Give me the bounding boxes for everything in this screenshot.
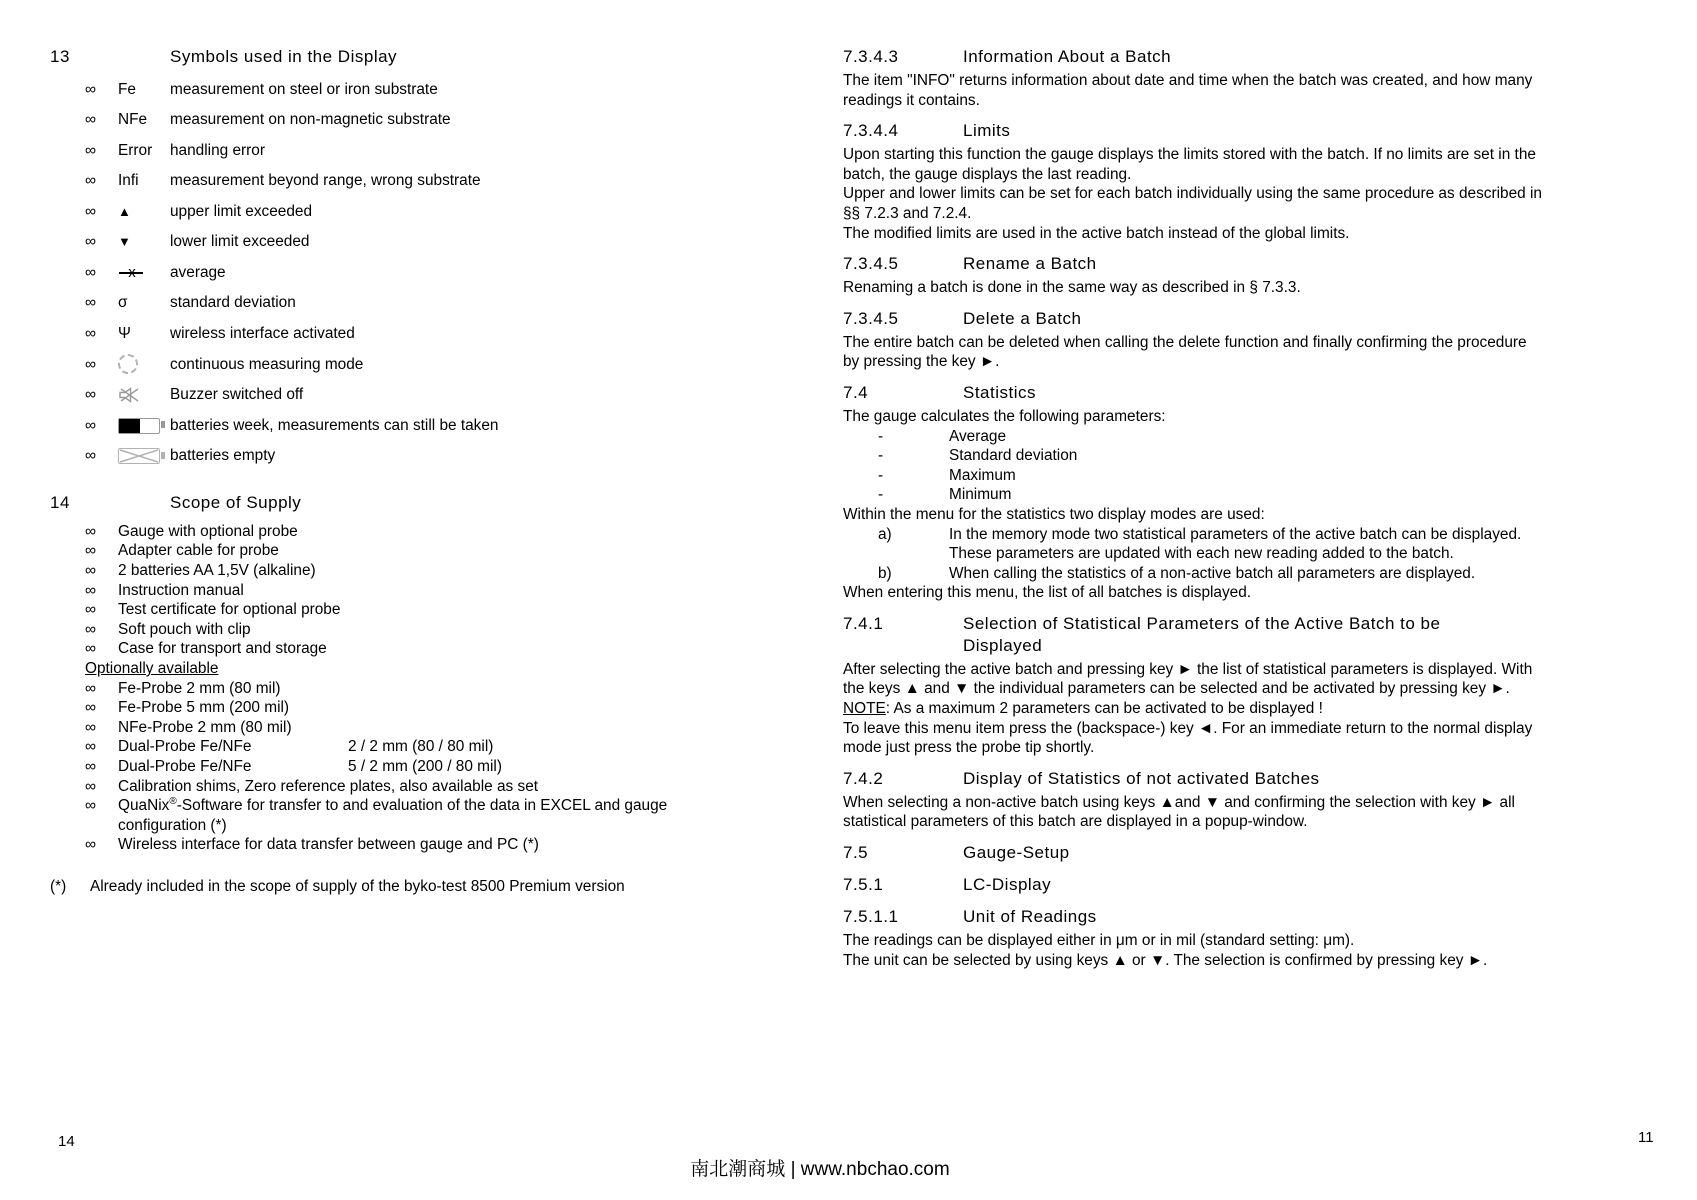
battery-empty-icon (118, 448, 160, 464)
infinity-bullet: ∞ (85, 141, 96, 159)
symbol-desc: wireless interface activated (170, 324, 355, 342)
optional-available-label: Optionally available (85, 659, 219, 677)
supply-list (50, 522, 798, 855)
list-item: ∞ Test certificate for optional probe (85, 601, 341, 619)
section-number: 7.3.4.3 (843, 47, 899, 66)
section-title: Delete a Batch (963, 308, 1082, 328)
infinity-bullet: ∞ (85, 233, 96, 251)
infinity-bullet: ∞ (85, 172, 96, 190)
stat-param-row: - Average (878, 427, 1007, 445)
probe-name: Dual-Probe Fe/NFe (118, 757, 252, 775)
symbol-desc: measurement beyond range, wrong substrate (170, 172, 481, 190)
mode-a-row: a) In the memory mode two statistical parameters of the active batch can be displayed. These parameters are updated with each new reading added to the batch. (878, 525, 1522, 563)
list-item: ∞ QuaNix®-Software for transfer to and evaluation of the data in EXCEL and gauge configuration (*) (85, 796, 668, 834)
paragraph: The unit can be selected by using keys ▲ or ▼. The selection is confirmed by pressing key ►. (843, 951, 1488, 969)
section-heading-7345-rename (843, 253, 1543, 275)
section-title: Rename a Batch (963, 254, 1097, 274)
symbol-row (50, 324, 798, 344)
section-number: 7.3.4.4 (843, 121, 899, 141)
symbol-glyph: Infi (118, 172, 139, 190)
symbol-glyph: Fe (118, 81, 136, 98)
continuous-mode-icon (118, 354, 138, 374)
mode-b-row: b) When calling the statistics of a non-active batch all parameters are displayed. (878, 564, 1476, 582)
infinity-bullet: ∞ (85, 620, 96, 638)
infinity-bullet: ∞ (85, 386, 96, 404)
section-heading-7344 (843, 120, 1543, 142)
symbol-desc: lower limit exceeded (170, 233, 310, 251)
section-title: Statistics (963, 382, 1037, 402)
symbol-row (50, 354, 798, 374)
paragraph: The item "INFO" returns information about date and time when the batch was created, and how many readings it contains. (843, 72, 1533, 109)
section-number: 7.4 (843, 382, 869, 402)
section-title: Selection of Statistical Parameters of the Active Batch to be Displayed (963, 613, 1441, 655)
list-label: b) (878, 564, 892, 582)
infinity-bullet: ∞ (85, 324, 96, 342)
footnote (50, 877, 798, 897)
list-item: ∞ Wireless interface for data transfer between gauge and PC (*) (85, 836, 539, 854)
section-title: Symbols used in the Display (170, 47, 398, 66)
section-heading-7343 (843, 46, 1543, 68)
infinity-bullet: ∞ (85, 836, 96, 854)
section-heading-7345-delete (843, 308, 1543, 330)
average-icon (118, 263, 146, 282)
section-number: 7.5.1.1 (843, 907, 899, 927)
symbol-desc: batteries empty (170, 447, 276, 465)
page-number-left: 14 (58, 1133, 75, 1150)
list-item (50, 757, 798, 777)
infinity-bullet: ∞ (85, 111, 96, 129)
probe-name: Dual-Probe Fe/NFe (118, 738, 252, 756)
dash-bullet: - (878, 486, 884, 504)
triangle-down-icon: ▼ (118, 234, 131, 250)
symbol-glyph: NFe (118, 111, 148, 129)
section-heading-75 (843, 842, 1543, 864)
sigma-symbol: σ (118, 294, 128, 312)
infinity-bullet: ∞ (85, 542, 96, 560)
buzzer-off-icon (118, 387, 142, 403)
infinity-bullet: ∞ (85, 640, 96, 658)
symbols-table (50, 80, 798, 466)
infinity-bullet: ∞ (85, 777, 96, 795)
section-number: 7.3.4.5 (843, 254, 899, 274)
section-heading-symbols (50, 46, 798, 68)
symbol-row (50, 446, 798, 466)
infinity-bullet: ∞ (85, 263, 96, 281)
right-page-column (843, 46, 1543, 970)
symbol-desc: upper limit exceeded (170, 202, 313, 220)
section-heading-742 (843, 768, 1543, 790)
infinity-bullet: ∞ (85, 797, 96, 815)
section-number: 7.4.2 (843, 768, 884, 788)
section-title: Gauge-Setup (963, 843, 1070, 863)
dash-bullet: - (878, 427, 884, 445)
section-title: Limits (963, 121, 1011, 141)
paragraph: Upper and lower limits can be set for each batch individually using the same procedure as described in §§ 7.2.3 and 7.2.4. (843, 185, 1542, 222)
paragraph: Renaming a batch is done in the same way as described in § 7.3.3. (843, 279, 1301, 297)
paragraph: After selecting the active batch and pressing key ► the list of statistical parameters is displayed. With the keys ▲ and ▼ the individual parameters can be selected and be activated by pressing key ►. (843, 660, 1533, 698)
list-item: ∞ Calibration shims, Zero reference plates, also available as set (85, 777, 539, 795)
paragraph: To leave this menu item press the (backspace-) key ◄. For an immediate return to the normal display mode just press the probe tip shortly. (843, 719, 1533, 757)
paragraph: The readings can be displayed either in μm or in mil (standard setting: μm). (843, 932, 1355, 950)
footnote-marker: (*) (50, 877, 67, 895)
symbol-desc: measurement on steel or iron substrate (170, 81, 438, 98)
list-item: ∞ Soft pouch with clip (85, 620, 251, 638)
section-title: Information About a Batch (963, 47, 1172, 66)
section-title: Unit of Readings (963, 907, 1097, 927)
section-number: 7.5.1 (843, 875, 884, 895)
symbol-row (50, 171, 798, 191)
section-number: 7.5 (843, 843, 869, 863)
list-item: ∞ Case for transport and storage (85, 640, 327, 658)
symbol-row (50, 202, 798, 222)
triangle-up-icon: ▲ (118, 203, 131, 219)
section-number: 14 (50, 492, 70, 512)
section-title: Display of Statistics of not activated Batches (963, 768, 1320, 788)
list-item: ∞ Fe-Probe 2 mm (80 mil) (85, 679, 281, 697)
symbol-row (50, 232, 798, 252)
infinity-bullet: ∞ (85, 202, 96, 220)
list-label: a) (878, 525, 892, 543)
section-heading-751 (843, 874, 1543, 896)
psi-symbol: Ψ (118, 324, 131, 342)
symbol-row (50, 416, 798, 436)
symbol-desc: average (170, 263, 226, 281)
section-number: 7.4.1 (843, 613, 884, 633)
section-heading-supply (50, 492, 798, 514)
section-heading-7511 (843, 906, 1543, 928)
section-heading-741 (843, 613, 1543, 657)
note-label: NOTE (843, 700, 886, 718)
probe-spec: 2 / 2 mm (80 / 80 mil) (348, 738, 494, 756)
watermark: 南北潮商城 | www.nbchao.com (690, 1159, 950, 1180)
section-number: 13 (50, 47, 70, 66)
symbol-desc: standard deviation (170, 294, 296, 312)
section-title: LC-Display (963, 875, 1052, 895)
probe-spec: 5 / 2 mm (200 / 80 mil) (348, 757, 502, 775)
symbol-desc: measurement on non-magnetic substrate (170, 111, 451, 129)
symbol-row (50, 110, 798, 130)
paragraph: The modified limits are used in the active batch instead of the global limits. (843, 224, 1350, 242)
footnote-text: Already included in the scope of supply of the byko-test 8500 Premium version (90, 877, 625, 895)
infinity-bullet: ∞ (85, 581, 96, 599)
symbol-glyph: Error (118, 141, 153, 159)
section-number: 7.3.4.5 (843, 308, 899, 328)
list-item: ∞ NFe-Probe 2 mm (80 mil) (85, 718, 292, 736)
symbol-desc: continuous measuring mode (170, 355, 364, 373)
note-paragraph: NOTE: As a maximum 2 parameters can be activated to be displayed ! (843, 700, 1323, 718)
stat-param-row: - Maximum (878, 466, 1016, 484)
paragraph: Upon starting this function the gauge displays the limits stored with the batch. If no limits are set in the batch, the gauge displays the last reading. (843, 146, 1536, 183)
battery-low-icon (118, 418, 160, 434)
symbol-row (50, 263, 798, 283)
dash-bullet: - (878, 447, 884, 465)
infinity-bullet: ∞ (85, 601, 96, 619)
symbol-desc: handling error (170, 141, 265, 159)
symbol-row (50, 293, 798, 313)
symbol-row (50, 385, 798, 405)
list-item: ∞ Gauge with optional probe (85, 522, 298, 540)
registered-trademark-symbol: ® (169, 796, 177, 807)
section-heading-74 (843, 382, 1543, 404)
list-item: ∞ Instruction manual (85, 581, 244, 599)
list-item: ∞ 2 batteries AA 1,5V (alkaline) (85, 562, 316, 579)
infinity-bullet: ∞ (85, 738, 96, 756)
page-number-right: 11 (1638, 1129, 1654, 1146)
list-item: ∞ Fe-Probe 5 mm (200 mil) (85, 699, 290, 717)
symbol-desc: Buzzer switched off (170, 386, 304, 404)
stat-param-row: - Minimum (878, 486, 1012, 504)
paragraph: The entire batch can be deleted when calling the delete function and finally confirming the procedure by pressing the key ►. (843, 333, 1527, 371)
symbol-row (50, 141, 798, 161)
symbol-desc: batteries week, measurements can still be taken (170, 416, 499, 434)
infinity-bullet: ∞ (85, 416, 96, 434)
paragraph: When entering this menu, the list of all batches is displayed. (843, 584, 1252, 602)
infinity-bullet: ∞ (85, 699, 96, 717)
symbol-row (50, 80, 798, 100)
infinity-bullet: ∞ (85, 757, 96, 775)
paragraph: The gauge calculates the following parameters: (843, 407, 1166, 425)
list-item: ∞ Adapter cable for probe (85, 542, 279, 560)
list-item (50, 737, 798, 757)
stat-param-row: - Standard deviation (878, 447, 1078, 465)
infinity-bullet: ∞ (85, 679, 96, 697)
infinity-bullet: ∞ (85, 447, 96, 465)
infinity-bullet: ∞ (85, 355, 96, 373)
infinity-bullet: ∞ (85, 562, 96, 579)
infinity-bullet: ∞ (85, 81, 96, 98)
infinity-bullet: ∞ (85, 522, 96, 540)
paragraph: Within the menu for the statistics two display modes are used: (843, 505, 1265, 523)
paragraph: When selecting a non-active batch using keys ▲and ▼ and confirming the selection with key ► all statistical parameters of this batch are displayed in a popup-window. (843, 793, 1515, 831)
dash-bullet: - (878, 466, 884, 484)
infinity-bullet: ∞ (85, 294, 96, 312)
infinity-bullet: ∞ (85, 718, 96, 736)
section-title: Scope of Supply (170, 492, 302, 512)
left-page-column (50, 46, 798, 897)
